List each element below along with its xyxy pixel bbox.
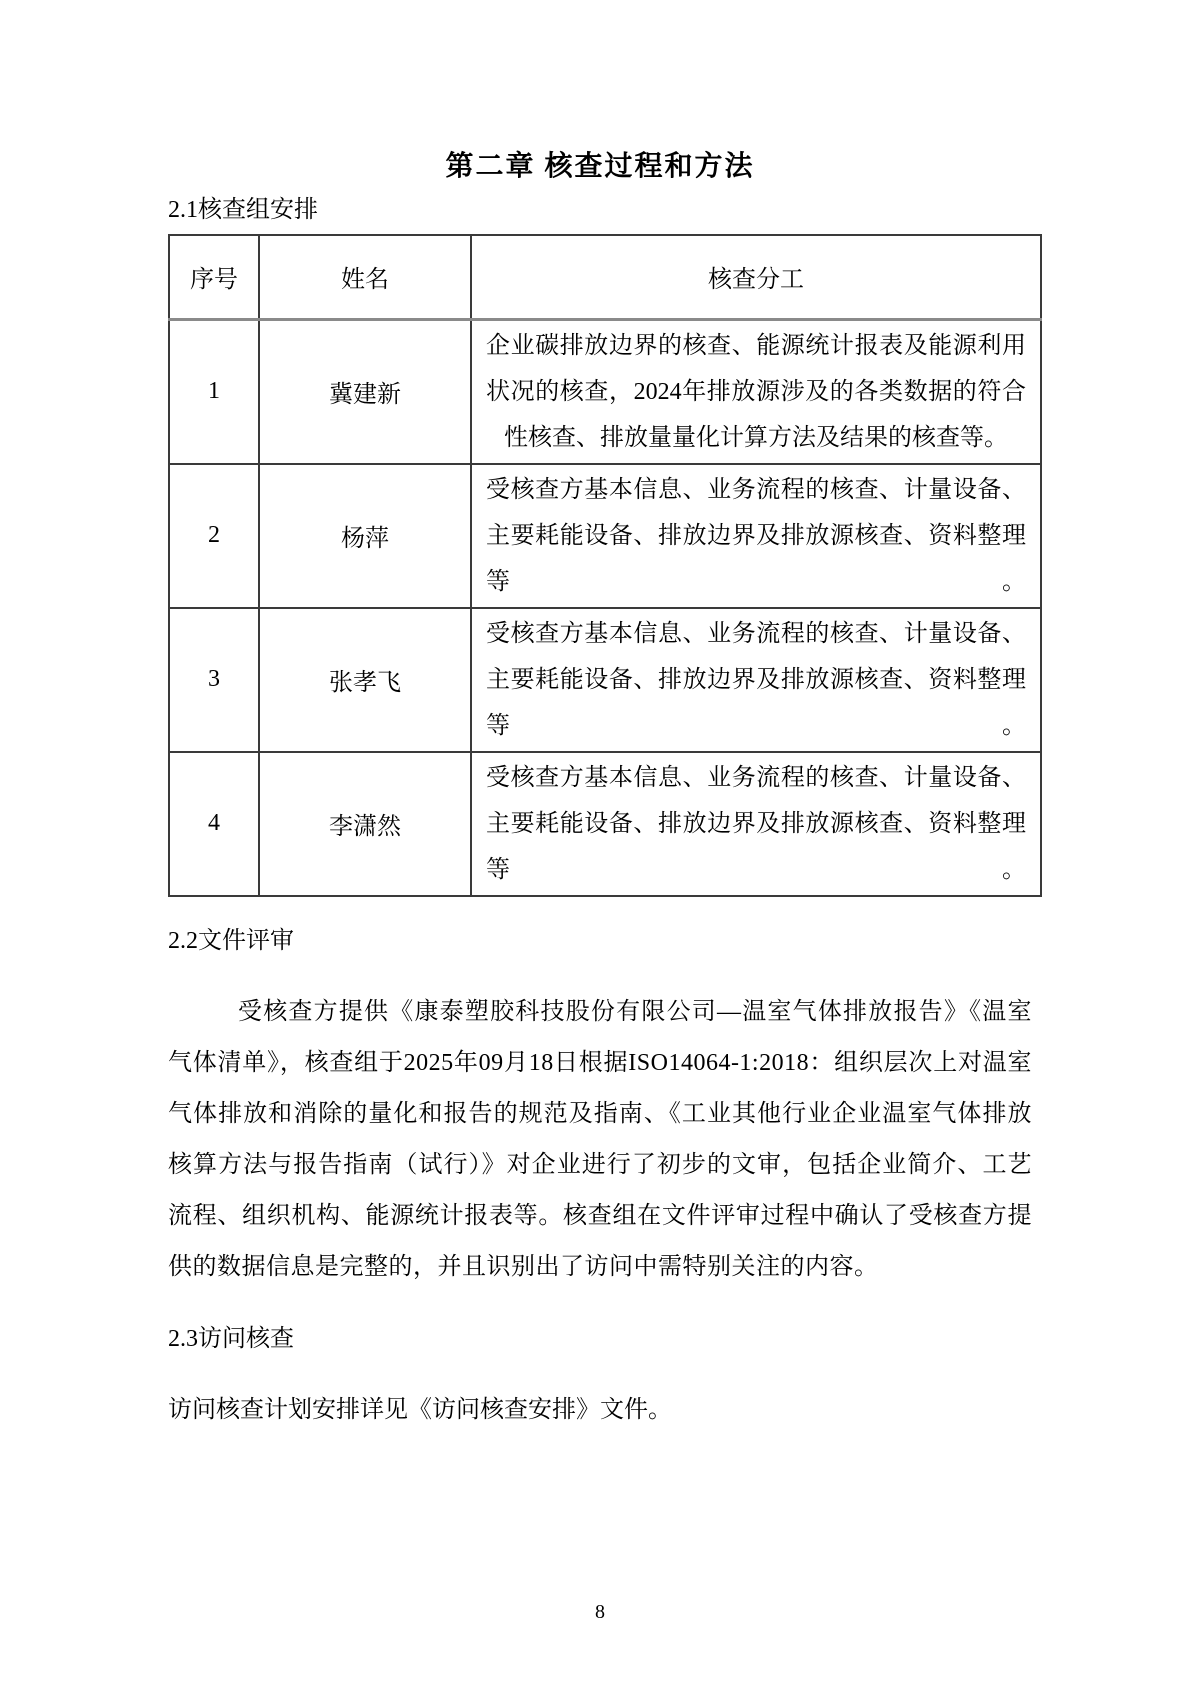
section-2-1-heading: 2.1核查组安排	[168, 197, 318, 223]
table-row	[169, 319, 1041, 464]
cell-member-duty: 受核查方基本信息、业务流程的核查、计量设备、主要耗能设备、排放边界及排放源核查、资料整理等。	[471, 464, 1041, 608]
cell-row-number: 4	[169, 752, 259, 896]
cell-row-number: 3	[169, 608, 259, 752]
verification-team-table	[168, 234, 1042, 897]
header-cell-duty: 核查分工	[471, 235, 1041, 319]
cell-member-name: 张孝飞	[259, 608, 471, 752]
page-number: 8	[595, 1601, 605, 1623]
table-row	[169, 608, 1041, 752]
header-cell-no: 序号	[169, 235, 259, 319]
cell-member-name: 杨萍	[259, 464, 471, 608]
table-header-row	[169, 235, 1041, 319]
cell-member-duty: 受核查方基本信息、业务流程的核查、计量设备、主要耗能设备、排放边界及排放源核查、资料整理等。	[471, 752, 1041, 896]
cell-member-duty: 受核查方基本信息、业务流程的核查、计量设备、主要耗能设备、排放边界及排放源核查、资料整理等。	[471, 608, 1041, 752]
table-row	[169, 752, 1041, 896]
document-review-paragraph: 受核查方提供《康泰塑胶科技股份有限公司—温室气体排放报告》《温室气体清单》，核查组于2025年09月18日根据ISO14064-1:2018：组织层次上对温室气体排放和消除的量化和报告的规范及指南、《工业其他行业企业温室气体排放核算方法与报告指南（试行）》对企业进行了初步的文审，包括企业简介、工艺流程、组织机构、能源统计报表等。核查组在文件评审过程中确认了受核查方提供的数据信息是完整的，并且识别出了访问中需特别关注的内容。	[168, 998, 1032, 1280]
team-table-header	[169, 235, 1041, 319]
cell-member-duty: 企业碳排放边界的核查、能源统计报表及能源利用状况的核查，2024年排放源涉及的各类数据的符合性核查、排放量量化计算方法及结果的核查等。	[471, 319, 1041, 464]
header-cell-name: 姓名	[259, 235, 471, 319]
cell-member-name: 冀建新	[259, 319, 471, 464]
chapter-title: 第二章 核查过程和方法	[445, 151, 755, 182]
cell-row-number: 2	[169, 464, 259, 608]
visit-verification-paragraph: 访问核查计划安排详见《访问核查安排》文件。	[168, 1396, 672, 1423]
section-2-3-heading: 2.3访问核查	[168, 1325, 294, 1352]
table-row	[169, 464, 1041, 608]
section-2-2-heading: 2.2文件评审	[168, 927, 294, 954]
cell-member-name: 李潇然	[259, 752, 471, 896]
cell-row-number: 1	[169, 319, 259, 464]
